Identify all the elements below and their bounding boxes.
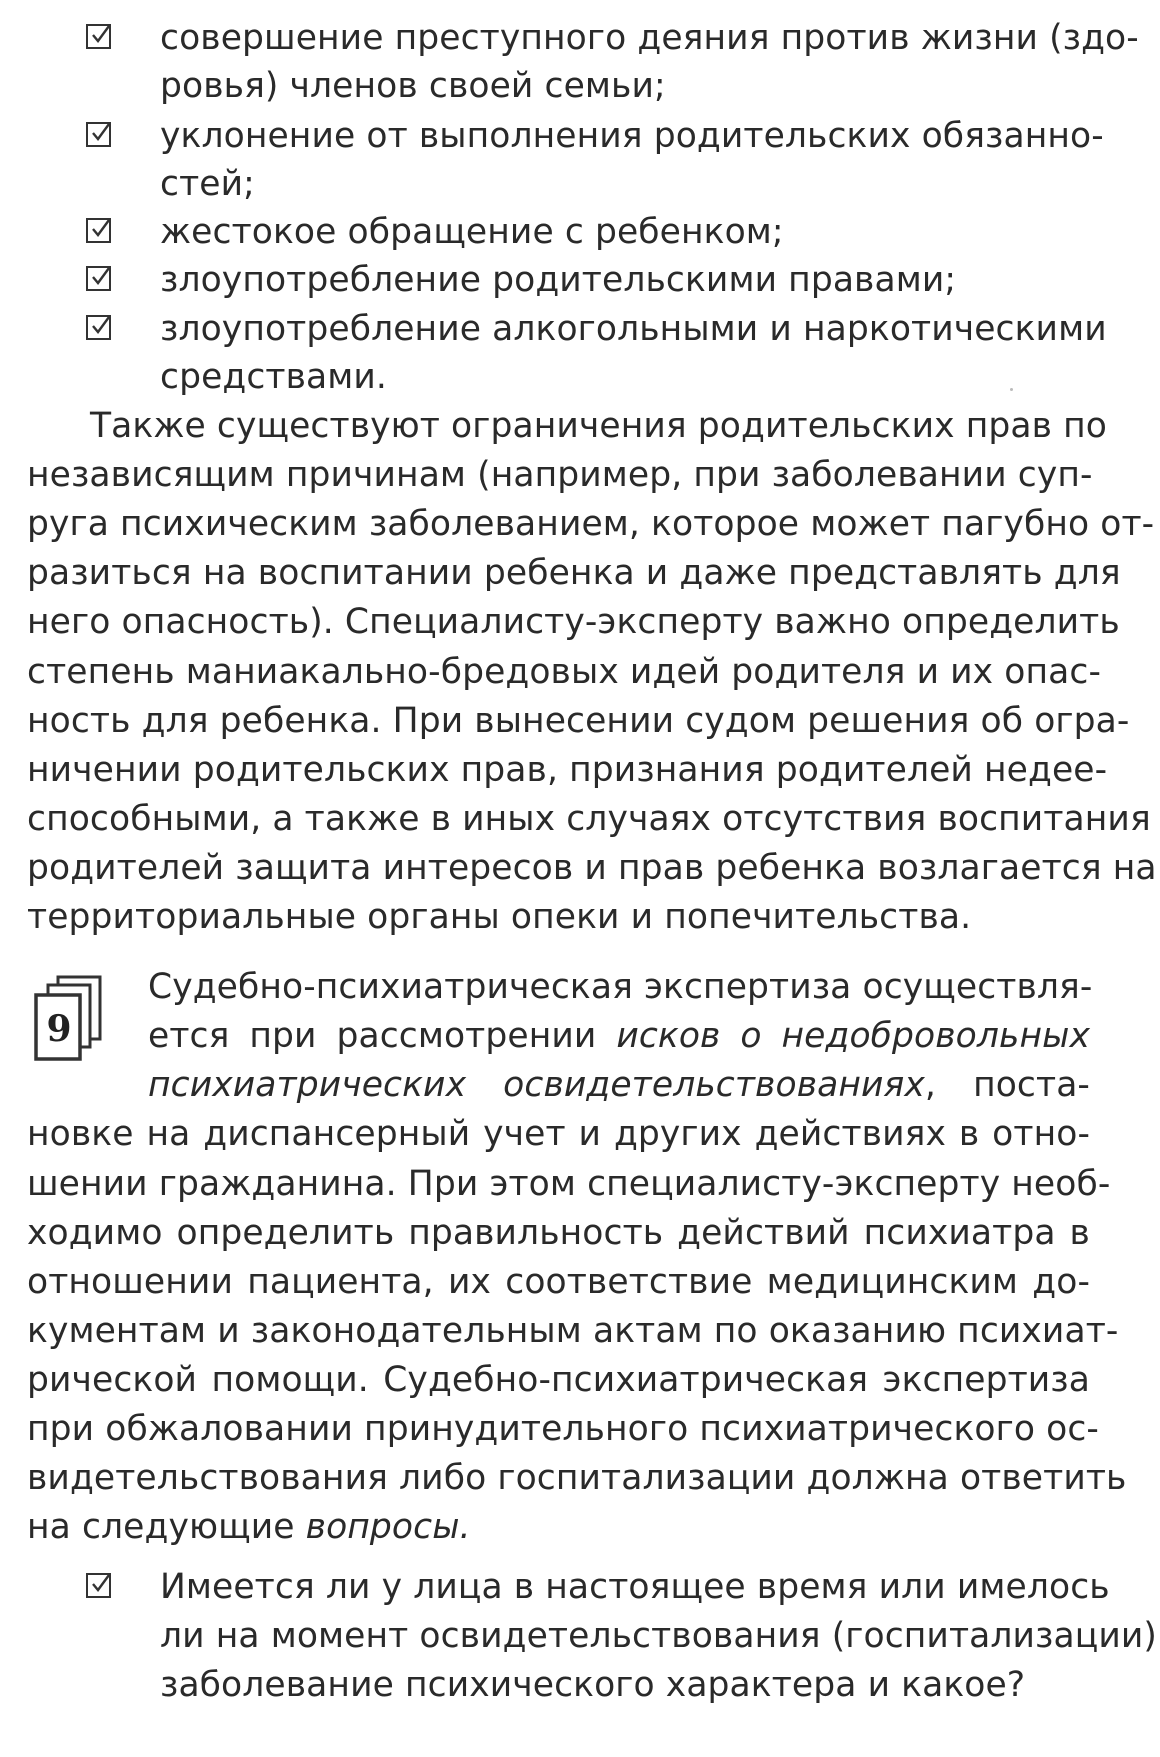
list-item-text: жестокое обращение с ребенком; bbox=[160, 212, 784, 252]
checkbox-checked-icon bbox=[86, 1573, 111, 1598]
list-item-text: совершение преступного деяния против жизни (здо- bbox=[160, 18, 1139, 58]
paragraph-line: отношении пациента, их соответствие медицинским до- bbox=[27, 1262, 1090, 1302]
paragraph-line: новке на диспансерный учет и других действиях в отно- bbox=[27, 1114, 1090, 1154]
section-number: 9 bbox=[46, 1008, 72, 1050]
paragraph-line: ничении родительских прав, признания родителей недее- bbox=[27, 750, 1108, 790]
checkbox-checked-icon bbox=[86, 315, 111, 340]
paragraph-line: шении гражданина. При этом специалисту-эксперту необ- bbox=[27, 1164, 1111, 1204]
list-item-text: Имеется ли у лица в настоящее время или имелось bbox=[160, 1567, 1110, 1607]
paragraph-line: руга психическим заболеванием, которое может пагубно от- bbox=[27, 504, 1155, 544]
list-item-text: стей; bbox=[160, 164, 255, 204]
paragraph-line: разиться на воспитании ребенка и даже представлять для bbox=[27, 553, 1121, 593]
paragraph-line: видетельствования либо госпитализации должна ответить bbox=[27, 1458, 1127, 1498]
text-italic: психиатрических освидетельствованиях bbox=[148, 1065, 925, 1105]
paragraph-line: кументам и законодательным актам по оказанию психиат- bbox=[27, 1311, 1119, 1351]
paragraph-line: него опасность). Специалисту-эксперту важно определить bbox=[27, 602, 1120, 642]
checkbox-checked-icon bbox=[86, 218, 111, 243]
paragraph-line: родителей защита интересов и прав ребенка возлагается на bbox=[27, 848, 1157, 888]
list-item-text: ровья) членов своей семьи; bbox=[160, 66, 666, 106]
checkbox-checked-icon bbox=[86, 122, 111, 147]
list-item-text: злоупотребление алкогольными и наркотическими bbox=[160, 309, 1107, 349]
paragraph-line bbox=[27, 1503, 471, 1551]
paragraph-line: ность для ребенка. При вынесении судом решения об огра- bbox=[27, 701, 1130, 741]
paragraph-line: территориальные органы опеки и попечительства. bbox=[27, 897, 972, 937]
text-italic: вопросы. bbox=[305, 1507, 471, 1547]
paragraph-line: рической помощи. Судебно-психиатрическая экспертиза bbox=[27, 1360, 1090, 1400]
text-normal: ется при рассмотрении bbox=[148, 1016, 617, 1056]
paragraph-line: при обжаловании принудительного психиатрического ос- bbox=[27, 1409, 1099, 1449]
text-normal: на следующие bbox=[27, 1507, 306, 1547]
stacked-pages-icon bbox=[30, 975, 110, 1071]
paragraph-line: ходимо определить правильность действий психиатра в bbox=[27, 1213, 1090, 1253]
scan-speck bbox=[1010, 388, 1013, 391]
paragraph-line bbox=[148, 1061, 1090, 1109]
list-item-text: уклонение от выполнения родительских обязанно- bbox=[160, 116, 1104, 156]
text-italic: исков о недобровольных bbox=[616, 1016, 1090, 1056]
paragraph-line: Также существуют ограничения родительских прав по bbox=[90, 406, 1107, 446]
paragraph-line: независящим причинам (например, при заболевании суп- bbox=[27, 455, 1093, 495]
list-item-text: злоупотребление родительскими правами; bbox=[160, 260, 957, 300]
list-item-text: ли на момент освидетельствования (госпитализации) bbox=[160, 1616, 1157, 1656]
paragraph-line: способными, а также в иных случаях отсутствия воспитания bbox=[27, 799, 1151, 839]
paragraph-line bbox=[148, 1012, 1090, 1060]
list-item-text: заболевание психического характера и какое? bbox=[160, 1665, 1026, 1705]
paragraph-line: Судебно-психиатрическая экспертиза осуществля- bbox=[148, 967, 1093, 1007]
checkbox-checked-icon bbox=[86, 266, 111, 291]
checkbox-checked-icon bbox=[86, 24, 111, 49]
paragraph-line: степень маниакально-бредовых идей родителя и их опас- bbox=[27, 652, 1101, 692]
list-item-text: средствами. bbox=[160, 357, 388, 397]
text-normal: , поста- bbox=[924, 1065, 1090, 1105]
